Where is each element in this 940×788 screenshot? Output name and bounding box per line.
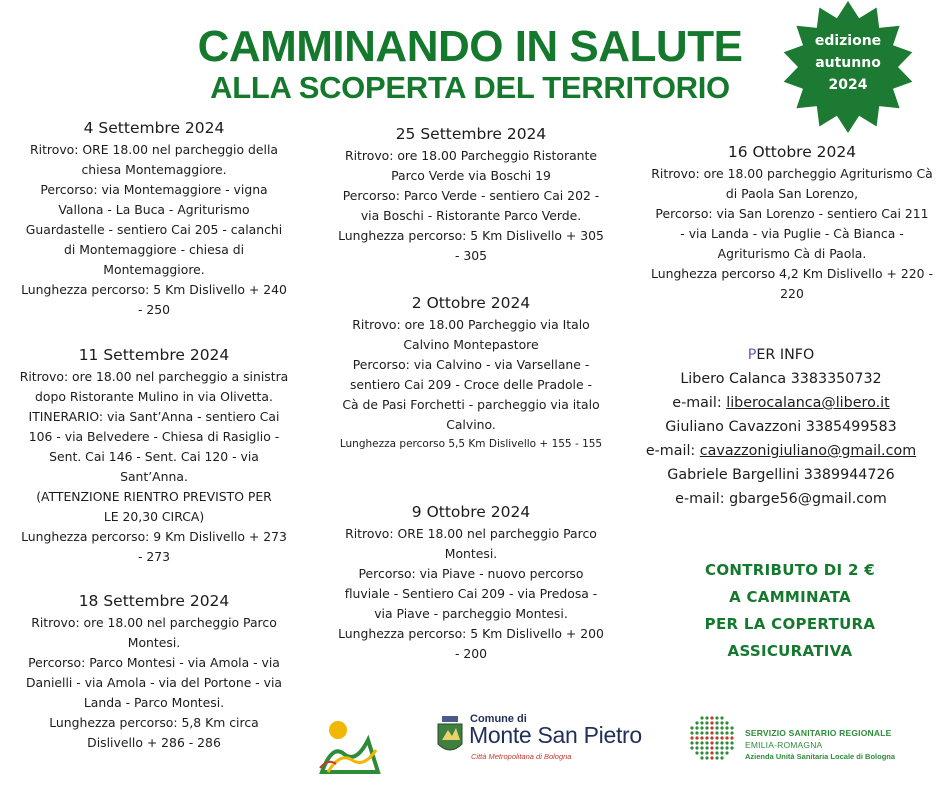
info-heading-rest: ER INFO [756, 347, 815, 363]
walk-line: Sant’Anna. [120, 469, 188, 484]
walk-9-ottobre [330, 502, 612, 664]
ssr-dot [705, 726, 708, 729]
walk-line: ITINERARIO: via Sant’Anna - sentiero Cai [28, 409, 280, 424]
ssr-dot [730, 726, 733, 729]
ssr-dot [690, 741, 693, 744]
ssr-dot [695, 746, 698, 749]
ssr-dot [705, 716, 708, 719]
walk-line: - via Landa - via Puglie - Cà Bianca - [680, 226, 904, 241]
walk-line: Guardastelle - sentiero Cai 205 - calanchi [25, 222, 283, 237]
ssr-line2: EMILIA-ROMAGNA [745, 740, 823, 750]
walk-line: Ritrovo: ORE 18.00 nel parcheggio Parco [345, 526, 597, 541]
email-prefix: e-mail: [672, 395, 727, 411]
ssr-dot [725, 726, 728, 729]
walk-line: via Piave - parcheggio Montesi. [374, 606, 568, 621]
contact-name: Libero Calanca 3383350732 [680, 371, 882, 387]
ssr-dot [705, 731, 708, 734]
ssr-dot [730, 746, 733, 749]
ssr-dot [725, 736, 728, 739]
walk-line: Cà de Pasi Forchetti - parcheggio via italo [342, 397, 600, 412]
edition-badge [780, 30, 916, 96]
cai-group-logo-icon [318, 714, 382, 776]
ssr-dot [700, 741, 703, 744]
ssr-dot [705, 741, 708, 744]
ssr-dot [695, 736, 698, 739]
ssr-dot [715, 726, 718, 729]
walk-line: Sent. Cai 146 - Sent. Cai 120 - via [49, 449, 259, 464]
ssr-line3: Azienda Unità Sanitaria Locale di Bologna [745, 752, 896, 761]
walk-line: Ritrovo: ore 18.00 parcheggio Agriturismo Cà [651, 166, 933, 181]
walk-line: Lunghezza percorso: 9 Km Dislivello + 273 [21, 529, 287, 544]
comune-name: Monte San Pietro [469, 722, 642, 748]
ssr-dot [695, 726, 698, 729]
ssr-dot [725, 741, 728, 744]
walk-line: Agriturismo Cà di Paola. [717, 246, 867, 261]
ssr-dot [715, 716, 718, 719]
ssr-dot [725, 746, 728, 749]
email-prefix: e-mail: [645, 443, 700, 459]
walk-line: Ritrovo: ore 18.00 Parcheggio via Italo [352, 317, 590, 332]
walk-line: (ATTENZIONE RIENTRO PREVISTO PER [36, 489, 272, 504]
ssr-dot [725, 721, 728, 724]
contribution-line: A CAMMINATA [729, 588, 851, 606]
walk-line: Percorso: Parco Montesi - via Amola - via [28, 655, 280, 670]
walk-line: Lunghezza percorso 4,2 Km Dislivello + 220 - [651, 266, 933, 281]
ssr-dot [710, 751, 713, 754]
walk-line: Percorso: via San Lorenzo - sentiero Cai 211 [655, 206, 929, 221]
walk-date: 18 Settembre 2024 [78, 592, 230, 610]
walk-line: Vallona - La Buca - Agriturismo [58, 202, 250, 217]
walk-line: Montesi. [444, 546, 498, 561]
walk-18-settembre [14, 591, 294, 753]
ssr-dot [710, 746, 713, 749]
walk-11-settembre [12, 345, 296, 567]
walk-date: 9 Ottobre 2024 [411, 503, 531, 521]
poster-title: CAMMINANDO IN SALUTE [197, 22, 743, 71]
walk-line: Parco Verde via Boschi 19 [391, 168, 551, 183]
ssr-dot [695, 751, 698, 754]
badge-line-autunno: autunno [815, 55, 881, 71]
ssr-dot [715, 756, 718, 759]
ssr-line1: SERVIZIO SANITARIO REGIONALE [745, 728, 892, 738]
ssr-dot [720, 716, 723, 719]
email-link[interactable]: liberocalanca@libero.it [726, 395, 890, 411]
ssr-dot [705, 751, 708, 754]
contribution-note [645, 557, 935, 665]
walk-line: Percorso: via Montemaggiore - vigna [40, 182, 268, 197]
ssr-dot [720, 736, 723, 739]
ssr-dot [730, 741, 733, 744]
walk-4-settembre [14, 118, 294, 320]
ssr-dot [700, 751, 703, 754]
walk-line: - 200 [454, 646, 488, 661]
walk-date: 4 Settembre 2024 [83, 119, 225, 137]
walk-line: - 273 [137, 549, 171, 564]
contact-email-row [636, 391, 926, 415]
walk-line: di Paola San Lorenzo, [725, 186, 859, 201]
ssr-dot [720, 726, 723, 729]
walk-line: - 250 [137, 302, 171, 317]
badge-line-edizione: edizione [814, 33, 882, 49]
walk-date: 2 Ottobre 2024 [411, 294, 531, 312]
ssr-dot [700, 736, 703, 739]
walk-line: 106 - via Belvedere - Chiesa di Rasiglio - [28, 429, 280, 444]
ssr-dot [705, 746, 708, 749]
walk-line: Ritrovo: ore 18.00 nel parcheggio Parco [31, 615, 277, 630]
walk-line: Percorso: via Calvino - via Varsellane - [352, 357, 590, 372]
walk-line: di Montemaggiore - chiesa di [63, 242, 245, 257]
ssr-dot [710, 731, 713, 734]
walk-line: LE 20,30 CIRCA) [103, 509, 205, 524]
walk-line: sentiero Cai 209 - Croce delle Pradole - [349, 377, 593, 392]
ssr-dot [690, 731, 693, 734]
contact-name: Gabriele Bargellini 3389944726 [667, 467, 895, 483]
contribution-line: ASSICURATIVA [727, 642, 853, 660]
ssr-dot [715, 721, 718, 724]
badge-line-year: 2024 [828, 77, 868, 93]
ssr-dot [700, 731, 703, 734]
ssr-dot [730, 736, 733, 739]
ssr-dot [715, 731, 718, 734]
contact-name: Giuliano Cavazzoni 3385499583 [665, 419, 897, 435]
email-text: gbarge56@gmail.com [729, 491, 887, 507]
ssr-dot [725, 751, 728, 754]
comune-crest-icon [434, 714, 466, 758]
ssr-dot [700, 756, 703, 759]
ssr-dot [730, 731, 733, 734]
contribution-line: PER LA COPERTURA [704, 615, 876, 633]
ssr-dot [710, 726, 713, 729]
ssr-dot [720, 731, 723, 734]
walk-25-settembre [330, 124, 612, 266]
walk-date: 11 Settembre 2024 [78, 346, 230, 364]
walk-line: Ritrovo: ORE 18.00 nel parcheggio della [30, 142, 278, 157]
ssr-dot [690, 736, 693, 739]
walk-line: Danielli - via Amola - via del Portone - via [25, 675, 283, 690]
walk-line: Lunghezza percorso: 5 Km Dislivello + 200 [338, 626, 604, 641]
ssr-dot [690, 746, 693, 749]
walk-line: dopo Ristorante Mulino in via Olivetta. [35, 389, 273, 404]
walk-line: Montemaggiore. [103, 262, 205, 277]
info-heading-initial: P [747, 347, 757, 363]
ssr-dot [710, 756, 713, 759]
ssr-dot [710, 716, 713, 719]
ssr-dot [705, 721, 708, 724]
ssr-dot [715, 741, 718, 744]
walk-date: 25 Settembre 2024 [395, 125, 547, 143]
walk-line: 220 [780, 286, 804, 301]
ssr-dot [700, 746, 703, 749]
ssr-dot [705, 756, 708, 759]
walk-length-small: Lunghezza percorso 5,5 Km Dislivello + 155 - 155 [339, 438, 603, 450]
poster-subtitle: ALLA SCOPERTA DEL TERRITORIO [210, 70, 730, 105]
ssr-dot [690, 726, 693, 729]
ssr-dot [700, 716, 703, 719]
comune-prefix: Comune di [470, 713, 527, 725]
ssr-dot [715, 746, 718, 749]
walk-line: Dislivello + 286 - 286 [87, 735, 221, 750]
walk-date: 16 Ottobre 2024 [727, 143, 857, 161]
ssr-dots-logo-icon [688, 714, 736, 762]
walk-line: Landa - Parco Montesi. [83, 695, 225, 710]
contact-email-row [636, 487, 926, 511]
ssr-dot [720, 741, 723, 744]
walk-line: via Boschi - Ristorante Parco Verde. [360, 208, 582, 223]
walk-line: Calvino. [446, 417, 496, 432]
walk-line: Lunghezza percorso: 5 Km Dislivello + 305 [338, 228, 604, 243]
ssr-dot [700, 721, 703, 724]
email-prefix: e-mail: [675, 491, 730, 507]
ssr-dot [715, 736, 718, 739]
ssr-dot [695, 721, 698, 724]
ssr-dot [720, 751, 723, 754]
info-heading [636, 343, 926, 367]
ssr-dot [705, 736, 708, 739]
contact-email-row [636, 439, 926, 463]
ssr-dot [720, 756, 723, 759]
walk-line: Ritrovo: ore 18.00 Parcheggio Ristorante [345, 148, 597, 163]
ssr-dot [720, 746, 723, 749]
ssr-dot [710, 736, 713, 739]
ssr-dot [695, 731, 698, 734]
email-link[interactable]: cavazzonigiuliano@gmail.com [699, 443, 917, 459]
walk-line: Percorso: via Piave - nuovo percorso [358, 566, 584, 581]
walk-line: Lunghezza percorso: 5,8 Km circa [49, 715, 259, 730]
ssr-dot [715, 751, 718, 754]
ssr-dot [700, 726, 703, 729]
walk-16-ottobre [642, 142, 940, 304]
ssr-dot [725, 731, 728, 734]
contribution-line: CONTRIBUTO DI 2 € [705, 561, 875, 579]
walk-line: fluviale - Sentiero Cai 209 - via Predosa - [344, 586, 598, 601]
ssr-dot [710, 741, 713, 744]
walk-line: - 305 [454, 248, 488, 263]
ssr-dot [710, 721, 713, 724]
comune-sub: Città Metropolitana di Bologna [471, 752, 572, 761]
walk-line: Montesi. [127, 635, 181, 650]
ssr-dot [695, 741, 698, 744]
info-section [636, 343, 926, 511]
walk-line: Percorso: Parco Verde - sentiero Cai 202 - [342, 188, 600, 203]
walk-2-ottobre [330, 293, 612, 453]
walk-line: Lunghezza percorso: 5 Km Dislivello + 240 [21, 282, 287, 297]
walk-line: Ritrovo: ore 18.00 nel parcheggio a sinistra [19, 369, 289, 384]
ssr-dot [720, 721, 723, 724]
walk-line: chiesa Montemaggiore. [81, 162, 227, 177]
walk-line: Calvino Montepastore [403, 337, 539, 352]
